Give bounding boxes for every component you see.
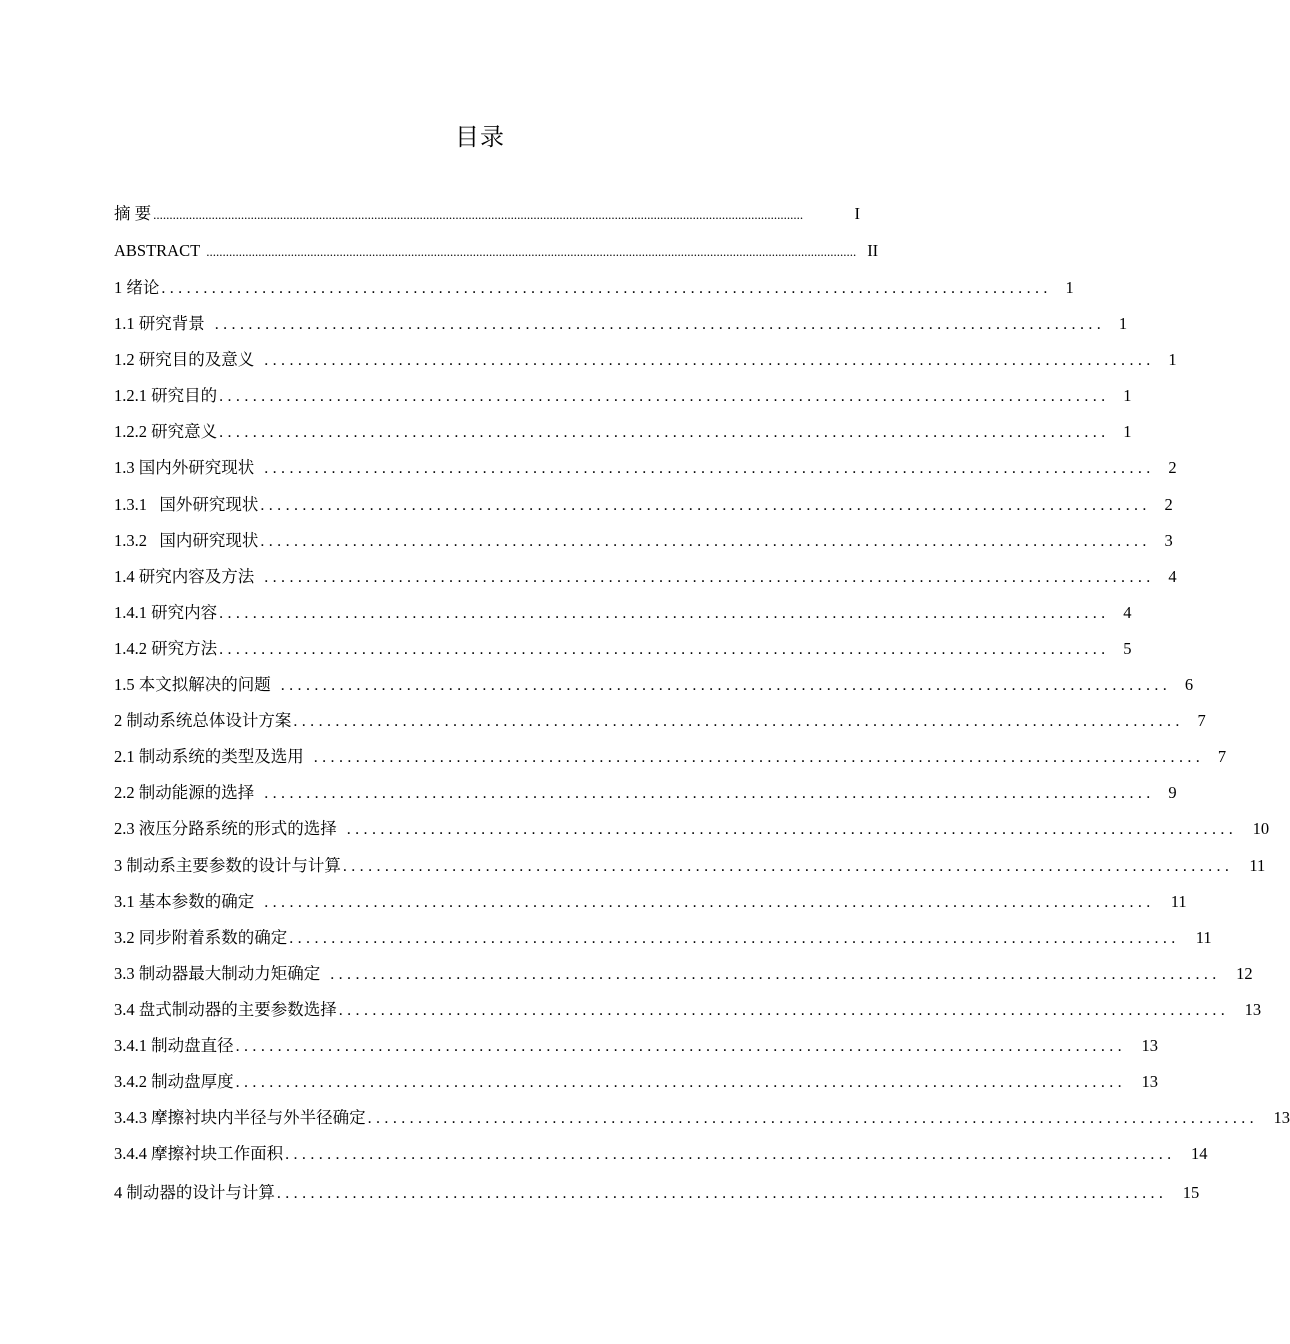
toc-entry [114, 848, 1266, 884]
toc-entry-page: 1 [1123, 386, 1132, 406]
toc-entry-page: I [854, 204, 860, 223]
toc-entry [114, 595, 1132, 631]
toc-entry [114, 450, 1177, 486]
toc-entry-page: 5 [1123, 638, 1132, 658]
toc-entry-page: 7 [1197, 711, 1206, 731]
toc-entry-label: 3.1 基本参数的确定 [114, 891, 255, 911]
toc-entry [114, 992, 1262, 1028]
toc-entry-label: 3 制动系主要参数的设计与计算 [114, 855, 341, 875]
toc-entry-page: 6 [1184, 675, 1194, 695]
toc-entry [114, 523, 1173, 559]
toc-entry-page: 1 [1118, 314, 1128, 334]
toc-entry-page: 3 [1164, 530, 1173, 550]
toc-entry-label: 2 制动系统总体设计方案 [114, 711, 292, 731]
toc-entry [114, 270, 1074, 306]
toc-entry-label: 3.3 制动器最大制动力矩确定 [114, 963, 321, 983]
toc-entry [114, 378, 1132, 414]
toc-entry [114, 306, 1128, 342]
toc-entry [114, 233, 879, 270]
toc-entry [114, 559, 1177, 595]
toc-entry [114, 956, 1253, 992]
dot-leader: .......................................................................................................... [214, 316, 1106, 334]
toc-entry [114, 1100, 1290, 1136]
dot-leader: .......................................................................................................... [367, 1110, 1259, 1128]
toc-entry [114, 775, 1177, 811]
dot-leader: .......................................................................................................... [280, 677, 1172, 695]
toc-entry [114, 631, 1132, 667]
toc-entry-page: 11 [1170, 891, 1187, 911]
toc-entry-label: 3.4 盘式制动器的主要参数选择 [114, 999, 337, 1019]
toc-entry-label: 2.3 液压分路系统的形式的选择 [114, 819, 337, 839]
toc-entry-label: 3.4.4 摩擦衬块工作面积 [114, 1144, 284, 1164]
dot-leader: .......................................................................................................... [293, 713, 1184, 731]
dot-leader: .......................................................................................................... [219, 640, 1110, 658]
toc-entry [114, 920, 1212, 956]
toc-entry-page: 10 [1252, 819, 1270, 839]
toc-entry-label: 1.2.2 研究意义 [114, 422, 218, 442]
toc-entry-label: 1 绪论 [114, 278, 160, 297]
toc-entry-label: 3.2 同步附着系数的确定 [114, 927, 288, 947]
toc-entry-page: 13 [1141, 1035, 1159, 1055]
dot-leader: .......................................................................................................... [219, 424, 1110, 442]
dot-leader: .......................................................................................................... [338, 1001, 1230, 1019]
toc-entry-page: 13 [1141, 1072, 1159, 1092]
toc-entry-page: 1 [1065, 278, 1074, 297]
toc-entry-page: 13 [1244, 999, 1262, 1019]
toc-entry [114, 1175, 1200, 1211]
dot-leader: .......................................................................................................... [264, 460, 1155, 478]
dot-leader: .......................................................................................................... [276, 1185, 1168, 1203]
toc-entry [114, 703, 1206, 739]
toc-entry [114, 1064, 1159, 1100]
toc-entry-label: 3.4.3 摩擦衬块内半径与外半径确定 [114, 1108, 366, 1128]
toc-entry [114, 414, 1132, 450]
toc-entry-page: 2 [1164, 494, 1173, 514]
toc-entry [114, 196, 860, 233]
toc-entry-page: 11 [1195, 927, 1212, 947]
dot-leader: .......................................................................................................... [285, 1146, 1176, 1164]
dot-leader: ........................................................................................................................................................................................................ [206, 244, 857, 259]
toc-entry-label: 1.3 国内外研究现状 [114, 458, 255, 478]
table-of-contents [114, 196, 1290, 1211]
dot-leader: .......................................................................................................... [235, 1074, 1127, 1092]
toc-entry-label: ABSTRACT [114, 241, 201, 260]
toc-entry-label: 1.2 研究目的及意义 [114, 350, 255, 370]
dot-leader: ........................................................................................................................................................................................................ [153, 207, 804, 222]
toc-entry-label: 1.5 本文拟解决的问题 [114, 675, 271, 695]
toc-entry [114, 487, 1173, 523]
toc-entry-page: 12 [1236, 963, 1253, 983]
toc-title: 目录 [455, 123, 505, 151]
toc-entry-label: 1.3.1 国外研究现状 [114, 494, 259, 514]
toc-entry-page: 4 [1123, 602, 1132, 622]
toc-entry [114, 884, 1187, 920]
toc-entry-label: 3.4.2 制动盘厚度 [114, 1072, 234, 1092]
toc-entry [114, 342, 1177, 378]
toc-entry-page: 4 [1168, 566, 1177, 586]
toc-entry-label: 1.4.2 研究方法 [114, 638, 218, 658]
dot-leader: .......................................................................................................... [289, 929, 1180, 947]
dot-leader: .......................................................................................................... [219, 388, 1110, 406]
toc-entry-page: II [867, 241, 879, 260]
toc-entry-label: 4 制动器的设计与计算 [114, 1183, 275, 1203]
dot-leader: .......................................................................................................... [346, 821, 1238, 839]
dot-leader: .......................................................................................................... [330, 965, 1221, 983]
toc-entry [114, 811, 1270, 847]
toc-entry-page: 1 [1123, 422, 1132, 442]
toc-entry-page: 15 [1182, 1183, 1200, 1203]
toc-entry-label: 1.2.1 研究目的 [114, 386, 218, 406]
toc-entry-page: 1 [1168, 350, 1177, 370]
dot-leader: .......................................................................................................... [235, 1037, 1127, 1055]
dot-leader: .......................................................................................................... [264, 568, 1155, 586]
toc-entry-page: 7 [1217, 747, 1227, 767]
dot-leader: .......................................................................................................... [264, 352, 1155, 370]
toc-entry [114, 667, 1194, 703]
toc-entry-page: 9 [1168, 783, 1177, 803]
toc-entry [114, 739, 1227, 775]
toc-entry [114, 1136, 1208, 1172]
toc-entry-page: 13 [1273, 1108, 1290, 1128]
toc-entry-label: 3.4.1 制动盘直径 [114, 1035, 234, 1055]
toc-entry-label: 1.4.1 研究内容 [114, 602, 218, 622]
toc-entry-label: 2.1 制动系统的类型及选用 [114, 747, 304, 767]
dot-leader: .......................................................................................................... [264, 785, 1155, 803]
dot-leader: .......................................................................................................... [260, 532, 1151, 550]
dot-leader: .......................................................................................................... [161, 280, 1052, 297]
toc-entry-label: 2.2 制动能源的选择 [114, 783, 255, 803]
dot-leader: .......................................................................................................... [219, 604, 1110, 622]
toc-entry [114, 1028, 1159, 1064]
toc-entry-label: 1.3.2 国内研究现状 [114, 530, 259, 550]
dot-leader: .......................................................................................................... [260, 496, 1151, 514]
toc-entry-label: 1.4 研究内容及方法 [114, 566, 255, 586]
dot-leader: .......................................................................................................... [264, 893, 1155, 911]
toc-entry-page: 14 [1191, 1144, 1208, 1164]
toc-entry-label: 1.1 研究背景 [114, 314, 205, 334]
toc-entry-label: 摘 要 [114, 204, 152, 223]
toc-entry-page: 11 [1249, 855, 1266, 875]
toc-entry-page: 2 [1168, 458, 1177, 478]
dot-leader: .......................................................................................................... [313, 749, 1205, 767]
dot-leader: .......................................................................................................... [342, 857, 1234, 875]
